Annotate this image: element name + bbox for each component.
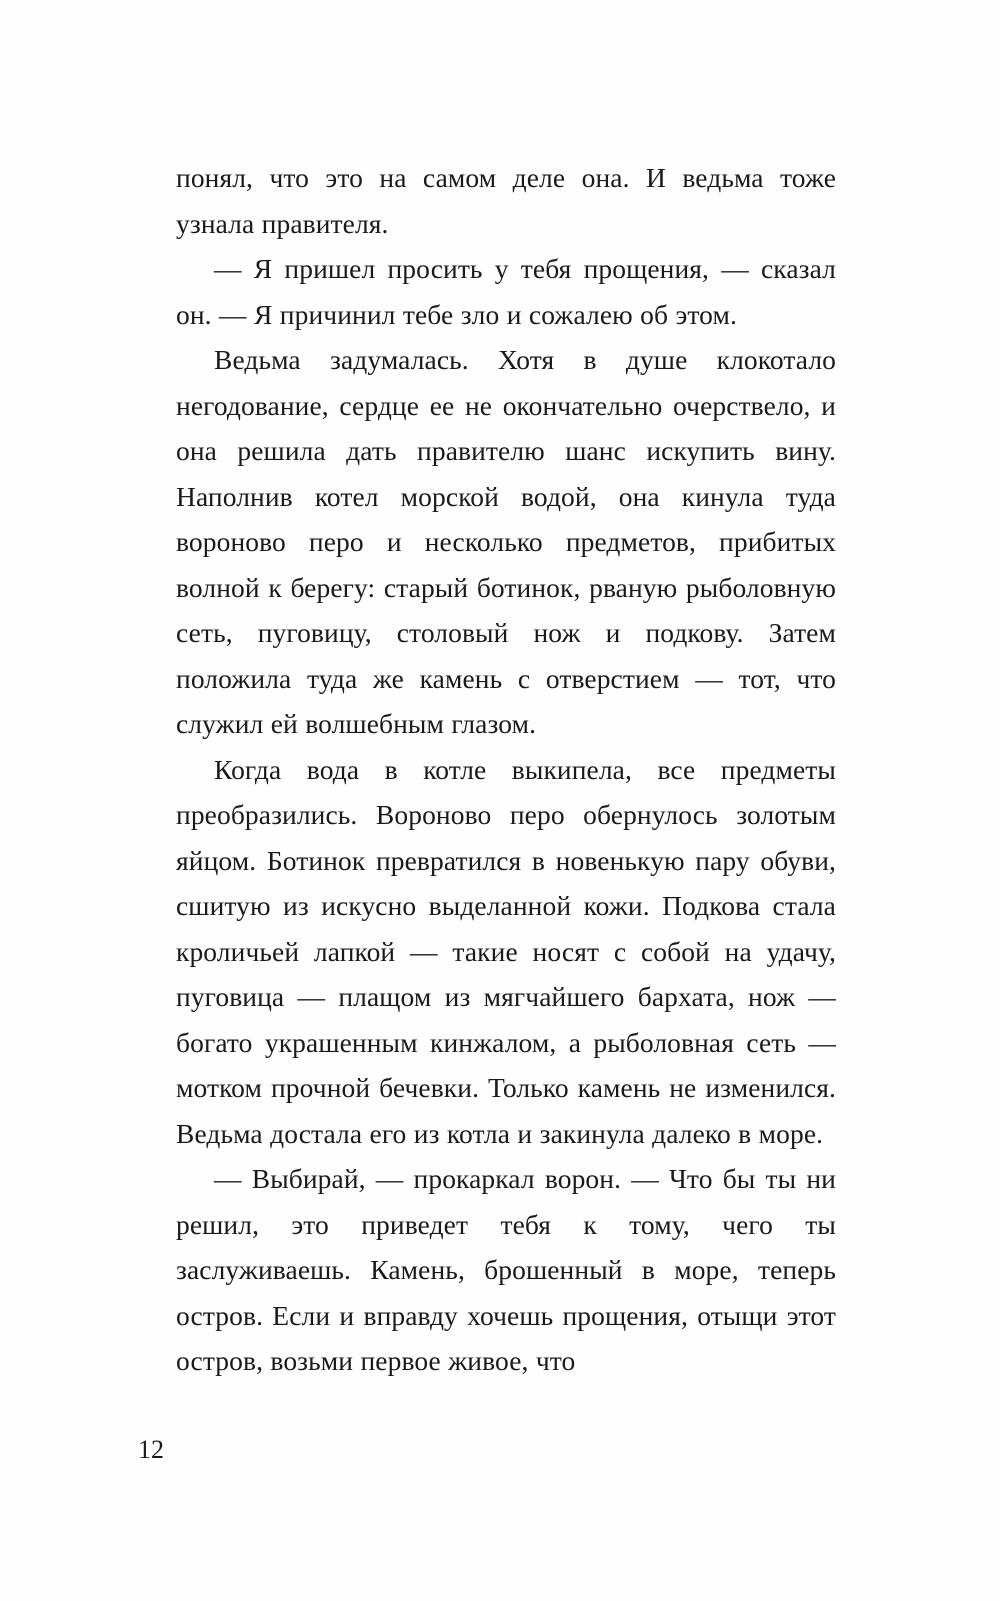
paragraph: Когда вода в котле выкипела, все предметы преобразились. Вороново перо обернулось золотым яйцом. Ботинок превратился в новенькую пару обуви, сшитую из искусно выделанной кожи. Подкова стала кроличьей лапкой — такие носят с собой на удачу, пуговица — плащом из мягчайшего бархата, нож — богато украшенным кинжалом, а рыболовная сеть — мотком прочной бечевки. Только камень не изменился. Ведьма достала его из котла и закинула далеко в море. xyxy=(176,753,836,1149)
body-text-column xyxy=(176,155,836,1384)
paragraph: Ведьма задумалась. Хотя в душе клокотало негодование, сердце ее не окончательно очерствело, и она решила дать правителю шанс искупить вину. Наполнив котел морской водой, она кинула туда вороново перо и несколько предметов, прибитых волной к берегу: старый ботинок, рваную рыболовную сеть, пуговицу, столовый нож и подкову. Затем положила туда же камень с отверстием — тот, что служил ей волшебным глазом. xyxy=(176,344,836,739)
paragraph: — Выбирай, — прокаркал ворон. — Что бы ты ни решил, это приведет тебя к тому, чего ты заслуживаешь. Камень, брошенный в море, теперь остров. Если и вправду хочешь прощения, отыщи этот остров, возьми первое живое, что xyxy=(176,1163,836,1376)
paragraph: — Я пришел просить у тебя прощения, — сказал он. — Я причинил тебе зло и сожалею об этом. xyxy=(176,253,836,330)
page-number: 12 xyxy=(138,1435,164,1464)
paragraph: понял, что это на самом деле она. И ведьма тоже узнала правителя. xyxy=(176,162,836,239)
